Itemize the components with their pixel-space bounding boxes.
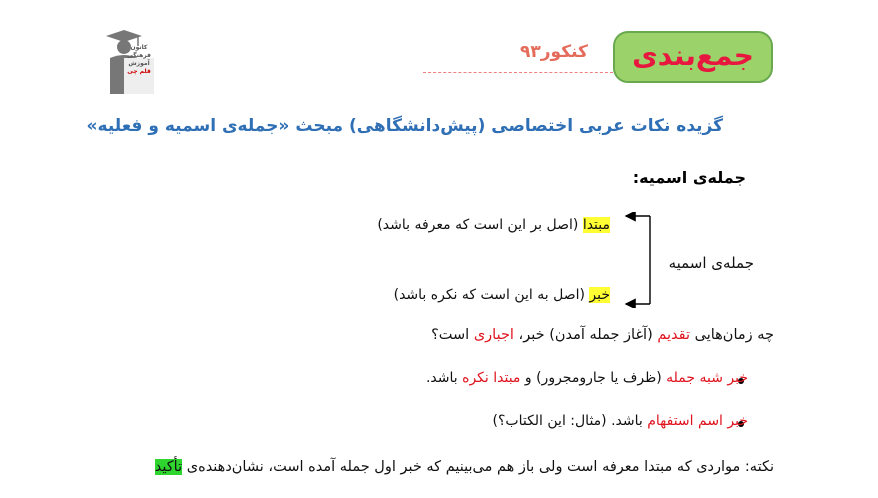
- diagram-row-khabar: [394, 280, 610, 310]
- note-mobtada: (اصل بر این است که معرفه باشد): [377, 217, 583, 233]
- list-item: [426, 370, 748, 386]
- konkur-label: کنکور۹۳: [520, 42, 588, 62]
- bullet-1-text-2: باشد.: [425, 370, 463, 386]
- bullet-1-highlight-2: مبتدا نکره: [462, 370, 521, 386]
- page-title: گزیده نکات عربی اختصاصی (پیش‌دانشگاهی) مبحث «جمله‌ی اسمیه و فعلیه»: [86, 116, 723, 136]
- bullet-1-highlight-1: خبر شبه جمله: [666, 370, 748, 386]
- section-title: جمله‌ی اسمیه:: [632, 168, 746, 187]
- question-text-1: چه زمان‌هایی: [690, 327, 774, 343]
- badge-text: جمع‌بندی: [632, 39, 754, 72]
- bullet-1-text-1: (ظرف یا جارومجرور) و: [520, 370, 667, 386]
- note-khabar: (اصل به این است که نکره باشد): [393, 287, 590, 303]
- logo-text: کانون فرهنگی آموزش قلم چی: [127, 44, 151, 75]
- question-line: [431, 327, 774, 343]
- question-highlight-2: اجباری: [473, 327, 514, 343]
- question-text-2: (آغاز جمله آمدن) خبر،: [513, 327, 658, 343]
- diagram-bracket: [620, 212, 660, 308]
- bullet-2-highlight: خبر اسم استفهام: [647, 413, 748, 429]
- list-item: [493, 413, 749, 429]
- question-text-3: است؟: [431, 327, 474, 343]
- note-line: [155, 454, 774, 480]
- term-mobtada: مبتدا: [582, 217, 610, 233]
- header-divider: [423, 72, 613, 73]
- note-highlight: تأکید: [154, 459, 183, 475]
- term-khabar: خبر: [589, 287, 610, 303]
- question-highlight-1: تقدیم: [657, 327, 691, 343]
- group-label: جمله‌ی اسمیه: [668, 254, 754, 272]
- diagram-row-mobtada: [377, 210, 610, 240]
- bullet-2-text: باشد. (مثال: این الکتاب؟): [492, 413, 648, 429]
- note-text: نکته: مواردی که مبتدا معرفه است ولی باز هم می‌بینیم که خبر اول جمله آمده است، نشان‌دهنده‌ی: [182, 459, 774, 475]
